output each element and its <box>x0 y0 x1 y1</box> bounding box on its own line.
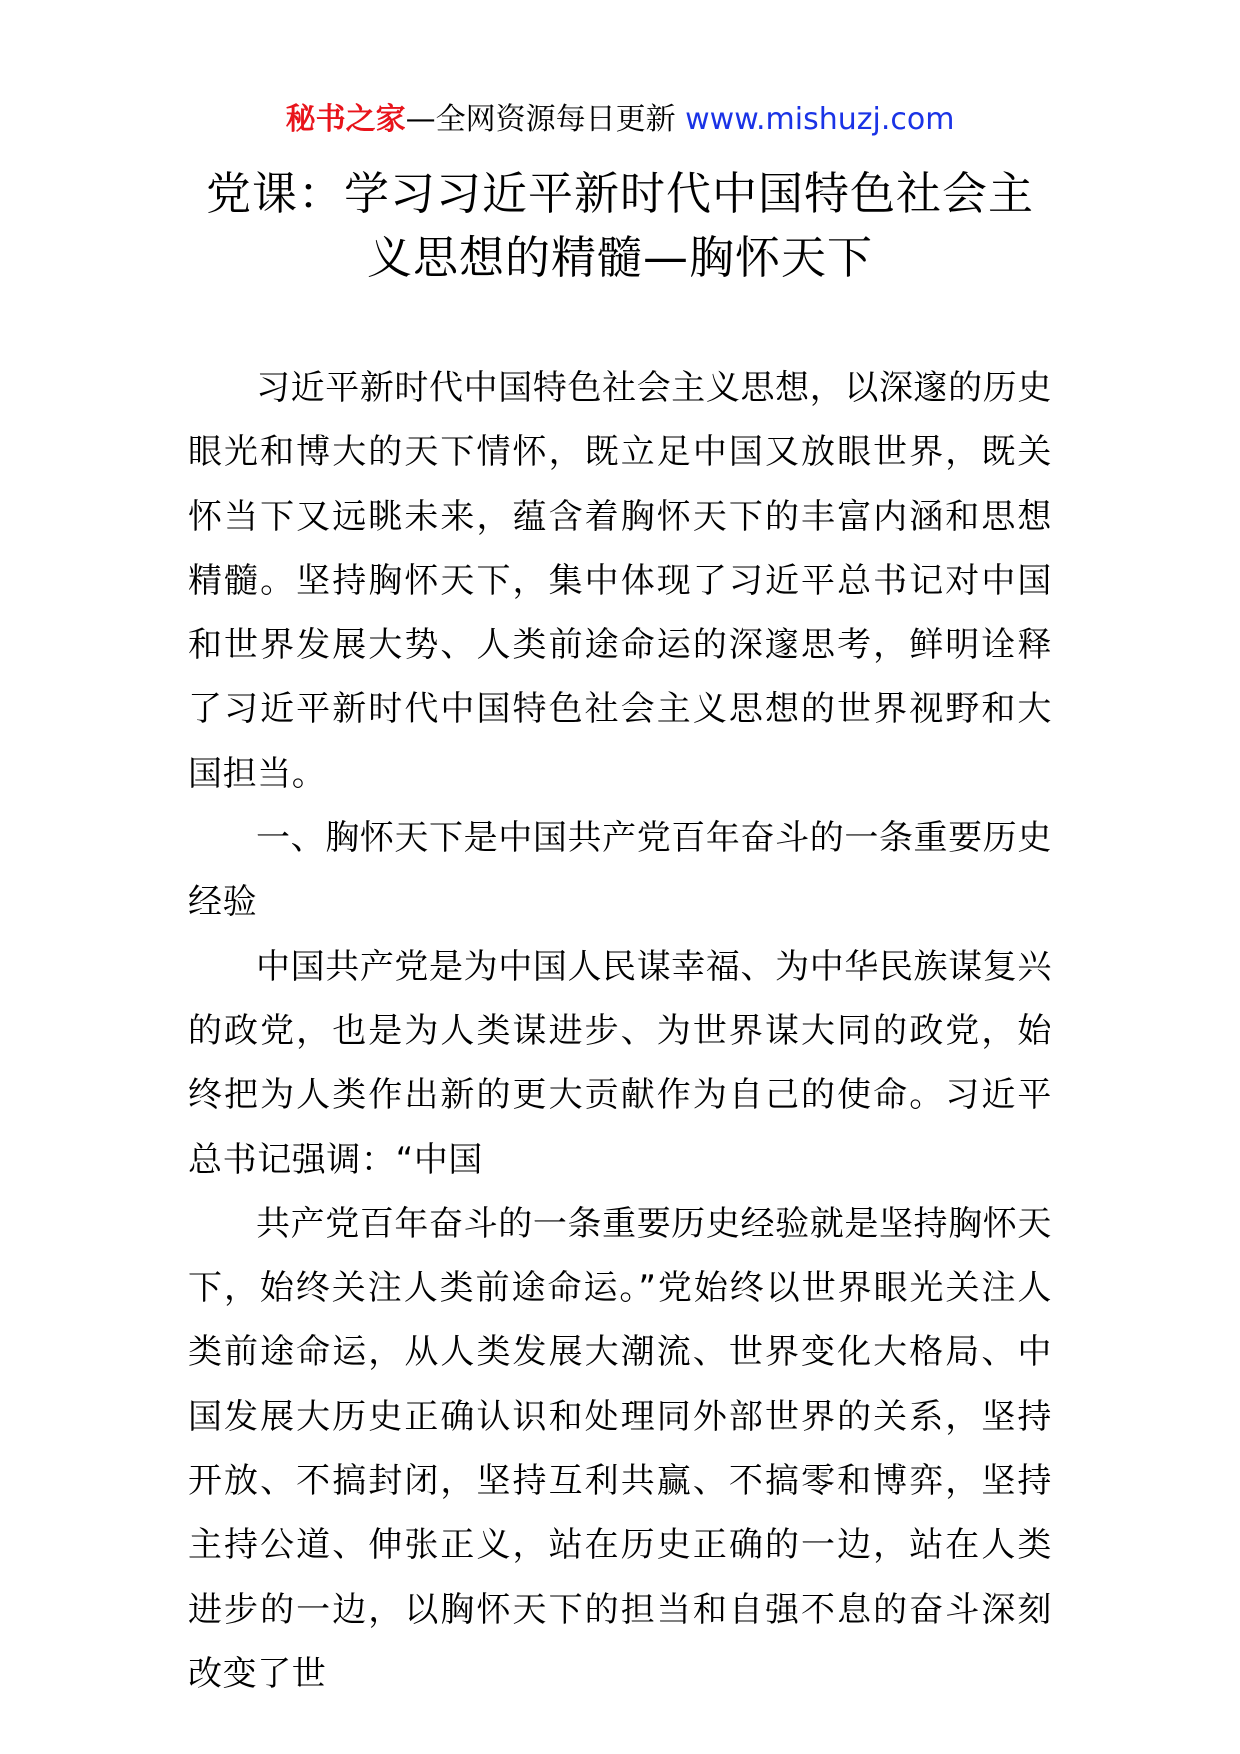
title-line-1: 党课：学习习近平新时代中国特色社会主 <box>205 167 1034 220</box>
site-header <box>0 100 1240 140</box>
site-tagline: —全网资源每日更新 <box>405 102 686 137</box>
body-paragraph: 中国共产党是为中国人民谋幸福、为中华民族谋复兴的政党，也是为人类谋进步、为世界谋大同的政党，始终把为人类作出新的更大贡献作为自己的使命。习近平总书记强调：“中国 <box>188 946 1052 1180</box>
body-paragraph: 共产党百年奋斗的一条重要历史经验就是坚持胸怀天下，始终关注人类前途命运。”党始终以世界眼光关注人类前途命运，从人类发展大潮流、世界变化大格局、中国发展大历史正确认识和处理同外部世界的关系，坚持开放、不搞封闭，坚持互利共赢、不搞零和博弈，坚持主持公道、伸张正义，站在历史正确的一边，站在人类进步的一边，以胸怀天下的担当和自强不息的奋斗深刻改变了世 <box>188 1203 1052 1694</box>
site-url-link[interactable]: www.mishuzj.com <box>685 102 955 137</box>
site-brand: 秘书之家 <box>285 102 406 137</box>
title-line-2: 义思想的精髓—胸怀天下 <box>366 231 873 284</box>
document-body <box>188 356 1052 1706</box>
section-heading: 一、胸怀天下是中国共产党百年奋斗的一条重要历史经验 <box>188 818 1052 923</box>
body-paragraph: 习近平新时代中国特色社会主义思想，以深邃的历史眼光和博大的天下情怀，既立足中国又放眼世界，既关怀当下又远眺未来，蕴含着胸怀天下的丰富内涵和思想精髓。坚持胸怀天下，集中体现了习近平总书记对中国和世界发展大势、人类前途命运的深邃思考，鲜明诠释了习近平新时代中国特色社会主义思想的世界视野和大国担当。 <box>188 368 1052 794</box>
document-title <box>170 162 1070 290</box>
